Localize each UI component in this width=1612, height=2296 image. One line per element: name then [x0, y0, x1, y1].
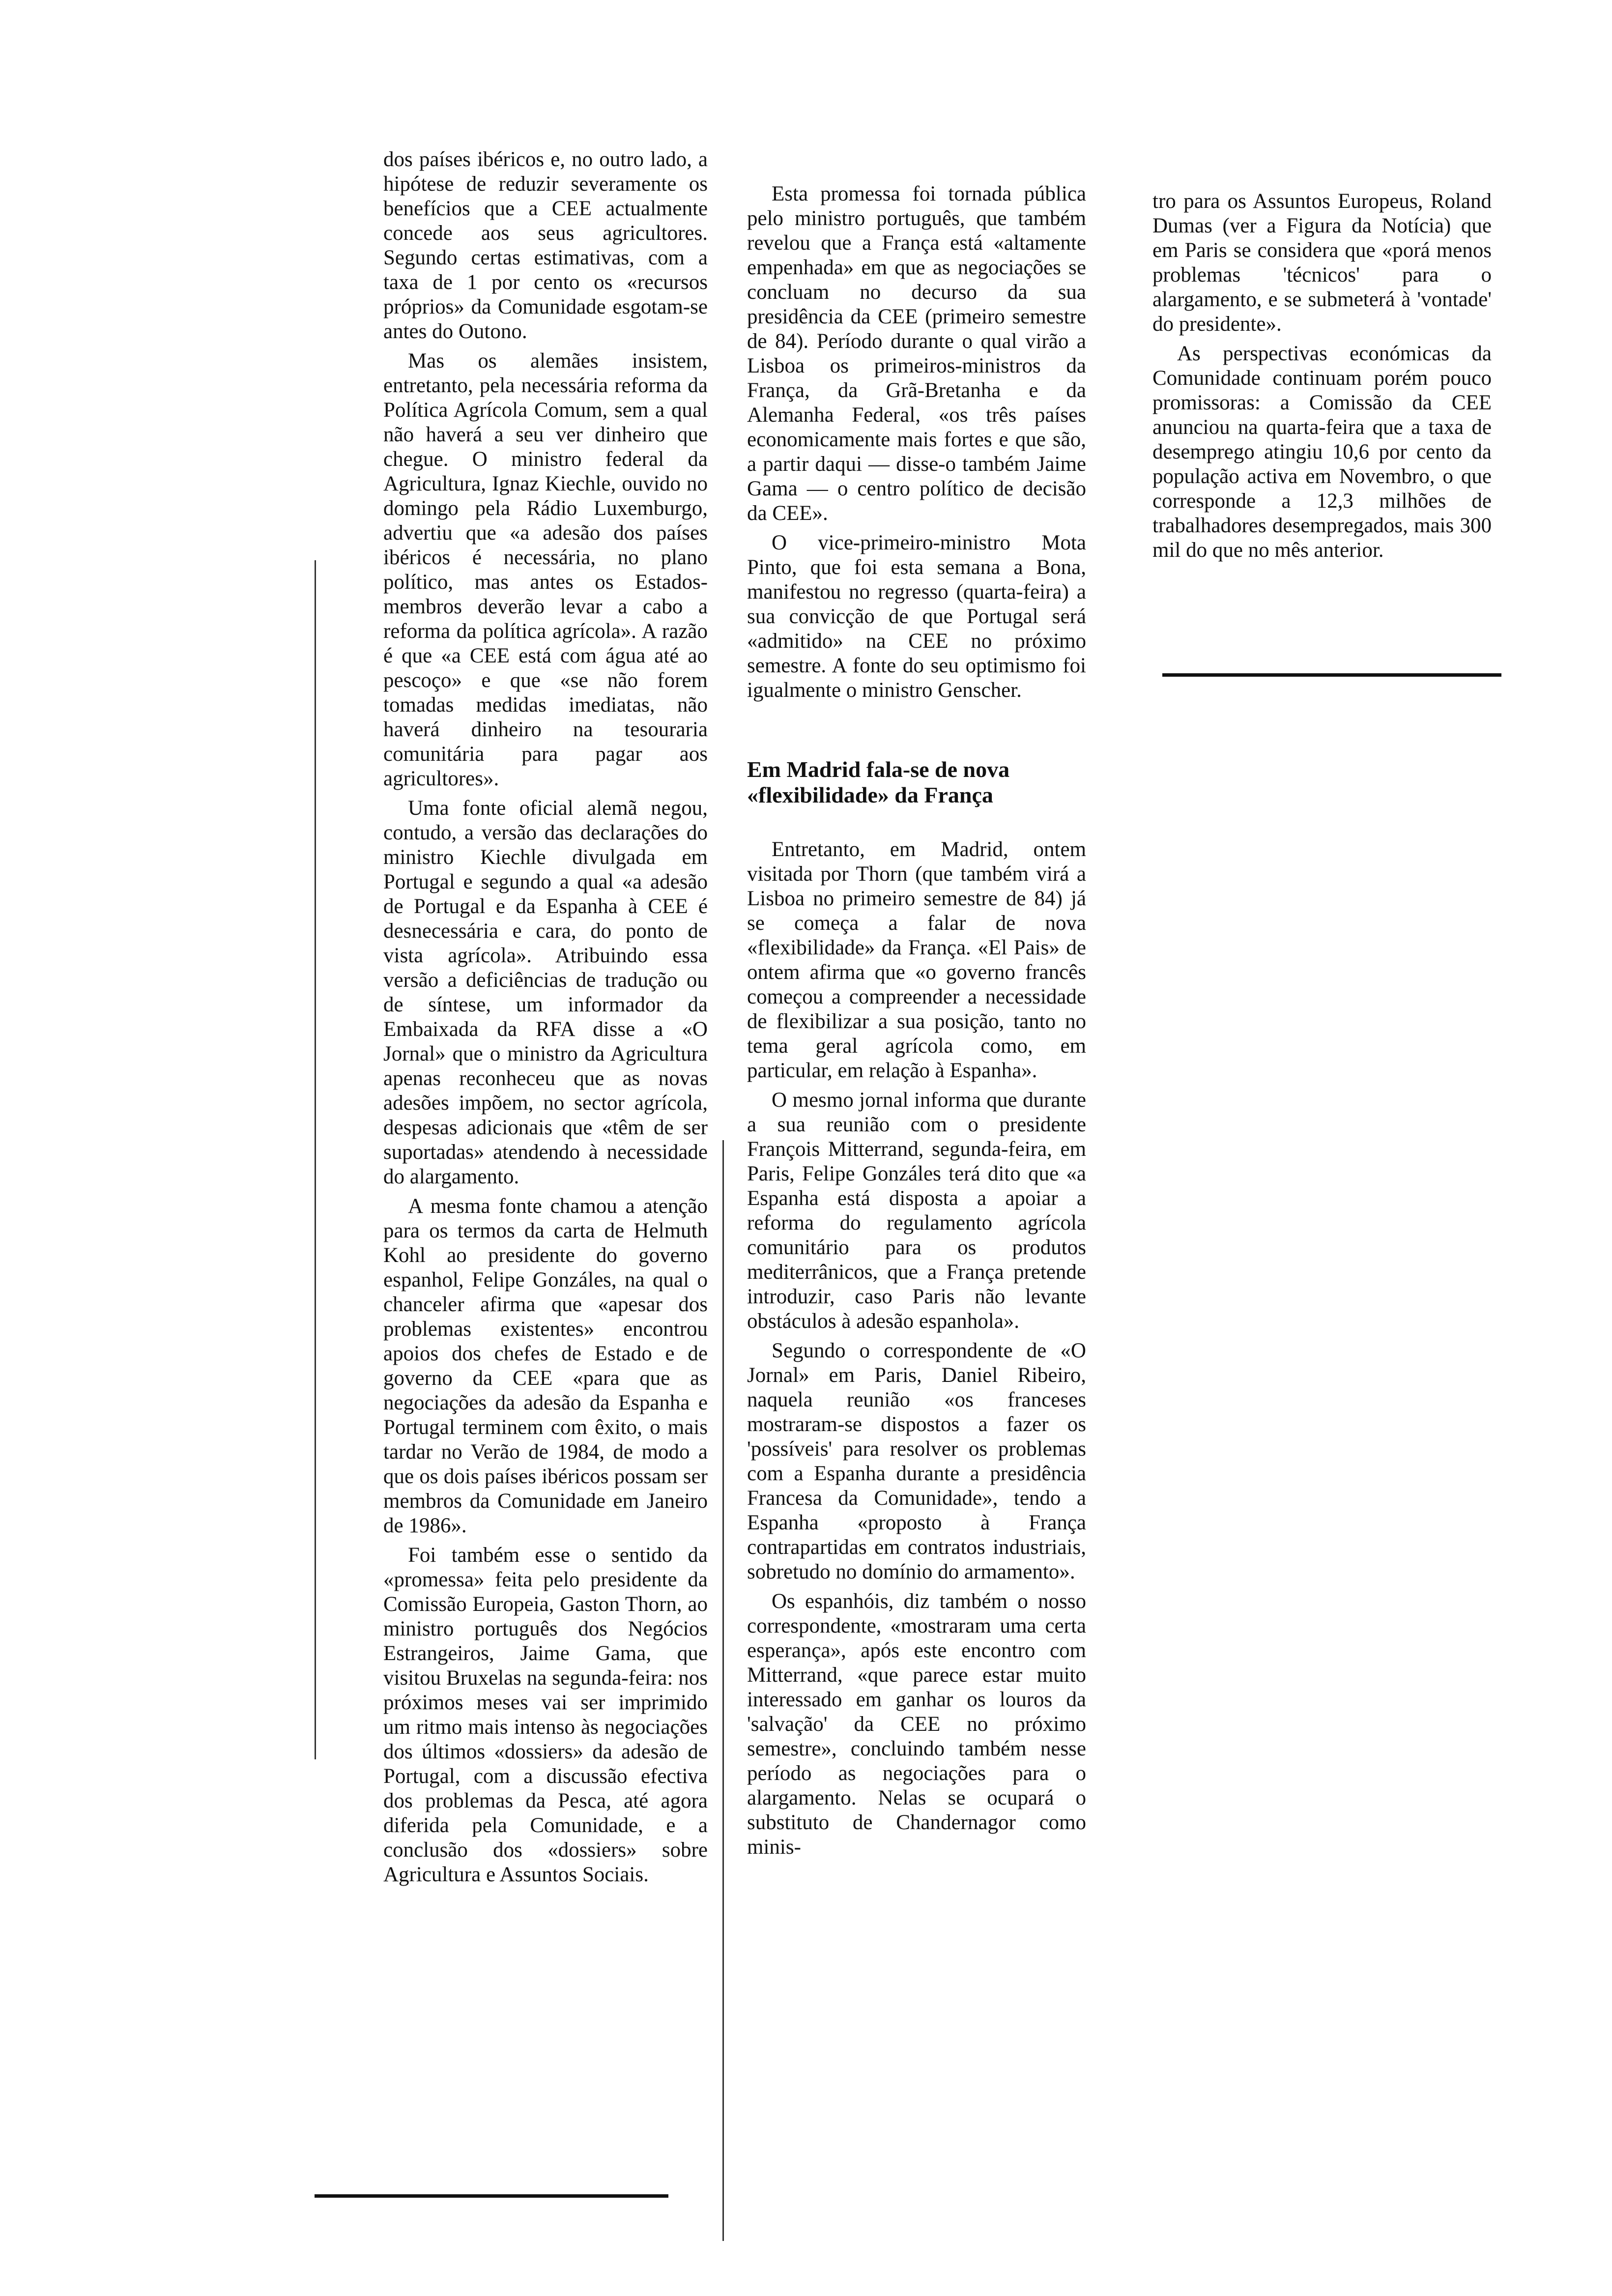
- article-column-2: [747, 182, 1086, 1865]
- column-divider-left: [315, 560, 316, 1759]
- article-column-1: [383, 147, 708, 1892]
- paragraph: O mesmo jornal informa que durante a sua reunião com o presidente François Mitterrand, segunda-feira, em Paris, Felipe Gonzáles terá dito que «a Espanha está disposta a apoiar a reforma do regulamento agrícola comunitário para os produtos mediterrânicos, que a França pretende introduzir, caso Paris não levante obstáculos à adesão espanhola».: [747, 1089, 1086, 1333]
- section-subheading: Em Madrid fala-se de nova «flexibilidade» da França: [747, 757, 1010, 807]
- paragraph: Segundo o correspondente de «O Jornal» em Paris, Daniel Ribeiro, naquela reunião «os franceses mostraram-se dispostos a fazer os 'possíveis' para resolver os problemas com a Espanha durante a presidência Francesa da Comunidade», tendo a Espanha «proposto à França contrapartidas em contratos industriais, sobretudo no domínio do armamento».: [747, 1339, 1086, 1583]
- paragraph: Esta promessa foi tornada pública pelo ministro português, que também revelou que a França está «altamente empenhada» em que as negociações se concluam no decurso da sua presidência da CEE (primeiro semestre de 84). Período durante o qual virão a Lisboa os primeiros-ministros da França, da Grã-Bretanha e da Alemanha Federal, «os três países economicamente mais fortes e que são, a partir daqui — disse-o também Jaime Gama — o centro político de decisão da CEE».: [747, 182, 1086, 525]
- paragraph: As perspectivas económicas da Comunidade continuam porém pouco promissoras: a Comissão da CEE anunciou na quarta-feira que a taxa de desemprego atingiu 10,6 por cento da população activa em Novembro, o que corresponde a 12,3 milhões de trabalhadores desempregados, mais 300 mil do que no mês anterior.: [1152, 342, 1492, 562]
- column-divider-middle: [722, 1140, 724, 2241]
- article-column-3: [1152, 189, 1492, 568]
- paragraph: O vice-primeiro-ministro Mota Pinto, que foi esta semana a Bona, manifestou no regresso (quarta-feira) a sua convicção de que Portugal será «admitido» na CEE no próximo semestre. A fonte do seu optimismo foi igualmente o ministro Genscher.: [747, 531, 1086, 702]
- end-rule-column-3: [1162, 673, 1501, 677]
- paragraph: Mas os alemães insistem, entretanto, pela necessária reforma da Política Agrícola Comum, sem a qual não haverá a seu ver dinheiro que chegue. O ministro federal da Agricultura, Ignaz Kiechle, ouvido no domingo pela Rádio Luxemburgo, advertiu que «a adesão dos países ibéricos é necessária, no plano político, mas antes os Estados-membros deverão levar a cabo a reforma da política agrícola». A razão é que «a CEE está com água até ao pescoço» e que «se não forem tomadas medidas imediatas, não haverá dinheiro na tesouraria comunitária para pagar aos agricultores».: [383, 349, 708, 790]
- end-rule-column-1: [315, 2194, 668, 2198]
- paragraph: Uma fonte oficial alemã negou, contudo, a versão das declarações do ministro Kiechle divulgada em Portugal e segundo a qual «a adesão de Portugal e da Espanha à CEE é desnecessária e cara, do ponto de vista agrícola». Atribuindo essa versão a deficiências de tradução ou de síntese, um informador da Embaixada da RFA disse a «O Jornal» que o ministro da Agricultura apenas reconheceu que as novas adesões impõem, no sector agrícola, despesas adicionais que «têm de ser suportadas» atendendo à necessidade do alargamento.: [383, 797, 708, 1188]
- paragraph: Os espanhóis, diz também o nosso correspondente, «mostraram uma certa esperança», após este encontro com Mitterrand, «que parece estar muito interessado em ganhar os louros da 'salvação' da CEE no próximo semestre», concluindo também nesse período as negociações para o alargamento. Nelas se ocupará o substituto de Chandernagor como minis-: [747, 1590, 1086, 1859]
- paragraph: A mesma fonte chamou a atenção para os termos da carta de Helmuth Kohl ao presidente do governo espanhol, Felipe Gonzáles, na qual o chanceler afirma que «apesar dos problemas existentes» encontrou apoios dos chefes de Estado e de governo da CEE «para que as negociações da adesão da Espanha e Portugal terminem com êxito, o mais tardar no Verão de 1984, de modo a que os dois países ibéricos possam ser membros da Comunidade em Janeiro de 1986».: [383, 1195, 708, 1537]
- paragraph: Foi também esse o sentido da «promessa» feita pelo presidente da Comissão Europeia, Gaston Thorn, ao ministro português dos Negócios Estrangeiros, Jaime Gama, que visitou Bruxelas na segunda-feira: nos próximos meses vai ser imprimido um ritmo mais intenso às negociações dos últimos «dossiers» da adesão de Portugal, com a discussão efectiva dos problemas da Pesca, até agora diferida pela Comunidade, e a conclusão dos «dossiers» sobre Agricultura e Assuntos Sociais.: [383, 1544, 708, 1886]
- paragraph: dos países ibéricos e, no outro lado, a hipótese de reduzir severamente os benefícios que a CEE actualmente concede aos seus agricultores. Segundo certas estimativas, com a taxa de 1 por cento os «recursos próprios» da Comunidade esgotam-se antes do Outono.: [383, 148, 708, 343]
- paragraph: Entretanto, em Madrid, ontem visitada por Thorn (que também virá a Lisboa no primeiro semestre de 84) já se começa a falar de nova «flexibilidade» da França. «El Pais» de ontem afirma que «o governo francês começou a compreender a necessidade de flexibilizar a sua posição, tanto no tema geral agrícola como, em particular, em relação à Espanha».: [747, 838, 1086, 1082]
- paragraph: tro para os Assuntos Europeus, Roland Dumas (ver a Figura da Notícia) que em Paris se considera que «porá menos problemas 'técnicos' para o alargamento, e se submeterá à 'vontade' do presidente».: [1152, 190, 1492, 336]
